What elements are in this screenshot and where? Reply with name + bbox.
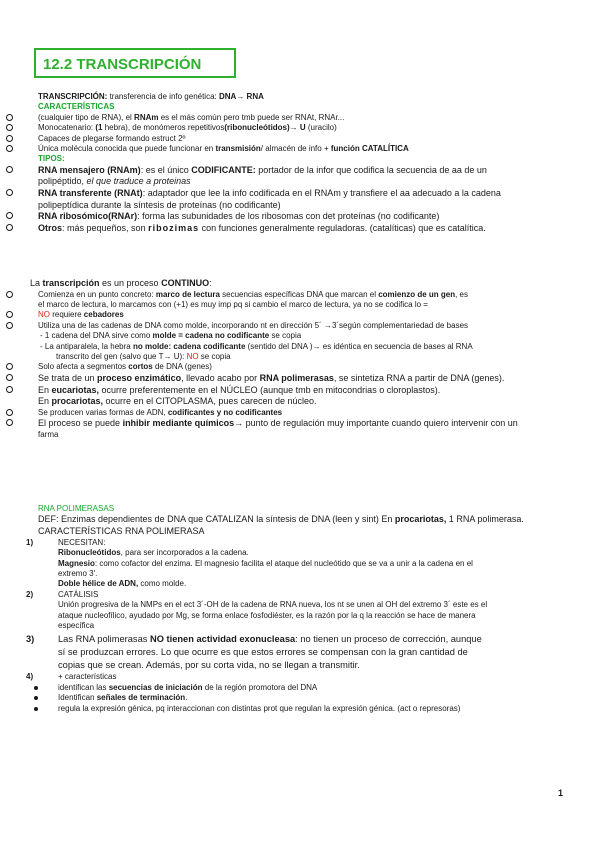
list-item: Otros: más pequeños, son ribozimas con funciones generalmente reguladoras. (catalíticas) que es catalítica. [6,223,581,235]
circle-bullet-icon [6,291,13,298]
list-item: En eucariotas, ocurre preferentemente en el NÚCLEO (aunque tmb en mitocondrias o cloroplastos). [6,385,581,397]
list-item: regula la expresión génica, pq interaccionan con distintas prot que regulan la expresión génica. (act o represoras) [26,704,581,714]
list-item: RNA transferente (RNAt): adaptador que lee la info codificada en el RNAm y transfiere el aa adecuado a la cadena [6,188,581,200]
sub-item: - La antiparalela, la hebra no molde: cadena codificante (sentido del DNA )→ es idéntica en secuencia de bases al RNA [40,341,473,351]
definition-line: TRANSCRIPCIÓN: transferencia de info genética: DNA→ RNA [38,92,264,101]
circle-bullet-icon [6,124,13,131]
list-item: NO requiere cebadores [6,310,581,320]
title-box [34,48,236,78]
circle-bullet-icon [6,386,13,393]
polymerase-section [26,504,581,714]
types-heading: TIPOS: [38,154,65,164]
list-item-continuation: polipeptídica durante la síntesis de proteínas (no codificante) [38,199,281,210]
polymerase-definition: DEF: Enzimas dependientes de DNA que CATALIZAN la síntesis de DNA (leen y sint) En procariotas, 1 RNA polimerasa. [38,514,524,525]
bullet-icon [34,696,38,700]
circle-bullet-icon [6,224,13,231]
circle-bullet-icon [6,409,13,416]
sub-item: Magnesio: como cofactor del enzima. El magnesio facilita el ataque del nucleótido que se va a unir a la cadena en el [58,558,473,568]
list-item: RNA ribosómico(RNAr): forma las subunidades de los ribosomas con det proteínas (no codificante) [6,211,581,223]
circle-bullet-icon [6,374,13,381]
intro-section [26,92,581,235]
paragraph-line: ataque nucleofílico, ayudado por Mg, se forma enlace fosfodiéster, es la razón por la q la reacción se hace de manera [58,610,476,620]
circle-bullet-icon [6,166,13,173]
circle-bullet-icon [6,322,13,329]
page-number: 1 [558,788,564,798]
paragraph-line: copias que se crean. Además, por su corta vida, no se llegan a transmitir. [58,660,360,671]
list-item-continuation: el marco de lectura, lo marcamos con (+1) es muy imp pq si cambio el marco de lectura, ya no se codifica lo = [38,300,428,310]
numbered-item: 2) CATÁLISIS [26,589,99,599]
characteristics-heading: CARACTERÍSTICAS [38,102,115,112]
paragraph-line: Unión progresiva de la NMPs en el ect 3´-OH de la cadena de RNA nueva, los nt se unen al OH del extremo 3´ este es el [58,600,488,610]
bullet-icon [34,707,38,711]
list-item-continuation: polipéptido, el que traduce a proteinas [38,176,191,187]
process-section [26,278,581,440]
list-item: El proceso se puede inhibir mediante químicos→ punto de regulación muy importante cuando quiero intervenir con un [6,418,581,430]
list-item: Única molécula conocida que puede funcionar en transmisión/ almacén de info + función CATALÍTICA [6,144,581,154]
numbered-item: 1) NECESITAN: [26,537,106,547]
numbered-item: 4) + características [26,672,117,682]
paragraph-line: sí se produzcan errores. Lo que ocurre es que estos errores se compensan con la gran cantidad de [58,647,468,658]
numbered-item: 3) Las RNA polimerasas NO tienen actividad exonucleasa: no tienen un proceso de corrección, aunque [26,634,482,645]
list-item-continuation: En procariotas, ocurre en el CITOPLASMA, pues carecen de núcleo. [38,396,317,407]
circle-bullet-icon [6,145,13,152]
list-item-continuation: farma [38,429,59,439]
list-item: Identifican señales de terminación. [26,693,581,703]
sub-item: Ribonucleótidos, para ser incorporados a la cadena. [58,548,249,558]
circle-bullet-icon [6,212,13,219]
list-item: Capaces de plegarse formando estruct 2º [6,134,581,144]
sub-item: - 1 cadena del DNA sirve como molde = cadena no codificante se copia [40,331,302,341]
circle-bullet-icon [6,135,13,142]
polymerase-subheading: CARACTERÍSTICAS RNA POLIMERASA [38,526,205,537]
circle-bullet-icon [6,189,13,196]
polymerase-heading: RNA POLIMERASAS [38,504,115,513]
circle-bullet-icon [6,311,13,318]
list-item: (cualquier tipo de RNA), el RNAm es el más común pero tmb puede ser RNAt, RNAr... [6,113,581,123]
circle-bullet-icon [6,419,13,426]
bullet-icon [34,686,38,690]
list-item: Se trata de un proceso enzimático, llevado acabo por RNA polimerasas, se sintetiza RNA a partir de DNA (genes). [6,373,581,385]
list-item: Solo afecta a segmentos cortos de DNA (genes) [6,362,581,372]
circle-bullet-icon [6,114,13,121]
list-item: RNA mensajero (RNAm): es el único CODIFICANTE: portador de la infor que codifica la secuencia de aa de un [6,165,581,177]
page-title: 12.2 TRANSCRIPCIÓN [43,56,202,73]
sub-item-continuation: extremo 3'. [58,568,98,578]
list-item: Monocatenario: (1 hebra), de monómeros repetitivos(ribonucleótidos)→ U (uracilo) [6,123,581,133]
process-lead: La transcripción es un proceso CONTINUO: [30,278,212,288]
circle-bullet-icon [6,363,13,370]
sub-item: Doble hélice de ADN, como molde. [58,579,187,589]
list-item: identifican las secuencias de iniciación de la región promotora del DNA [26,683,581,693]
paragraph-line: específica [58,620,95,630]
sub-item-continuation: transcrito del gen (salvo que T→ U): NO se copia [56,352,231,362]
list-item: Se producen varias formas de ADN, codificantes y no codificantes [6,408,581,418]
list-item: Utiliza una de las cadenas de DNA como molde, incorporando nt en dirección 5´ →3´según complementariedad de bases [6,321,581,331]
list-item: Comienza en un punto concreto: marco de lectura secuencias específicas DNA que marcan el comienzo de un gen, es [6,290,581,300]
